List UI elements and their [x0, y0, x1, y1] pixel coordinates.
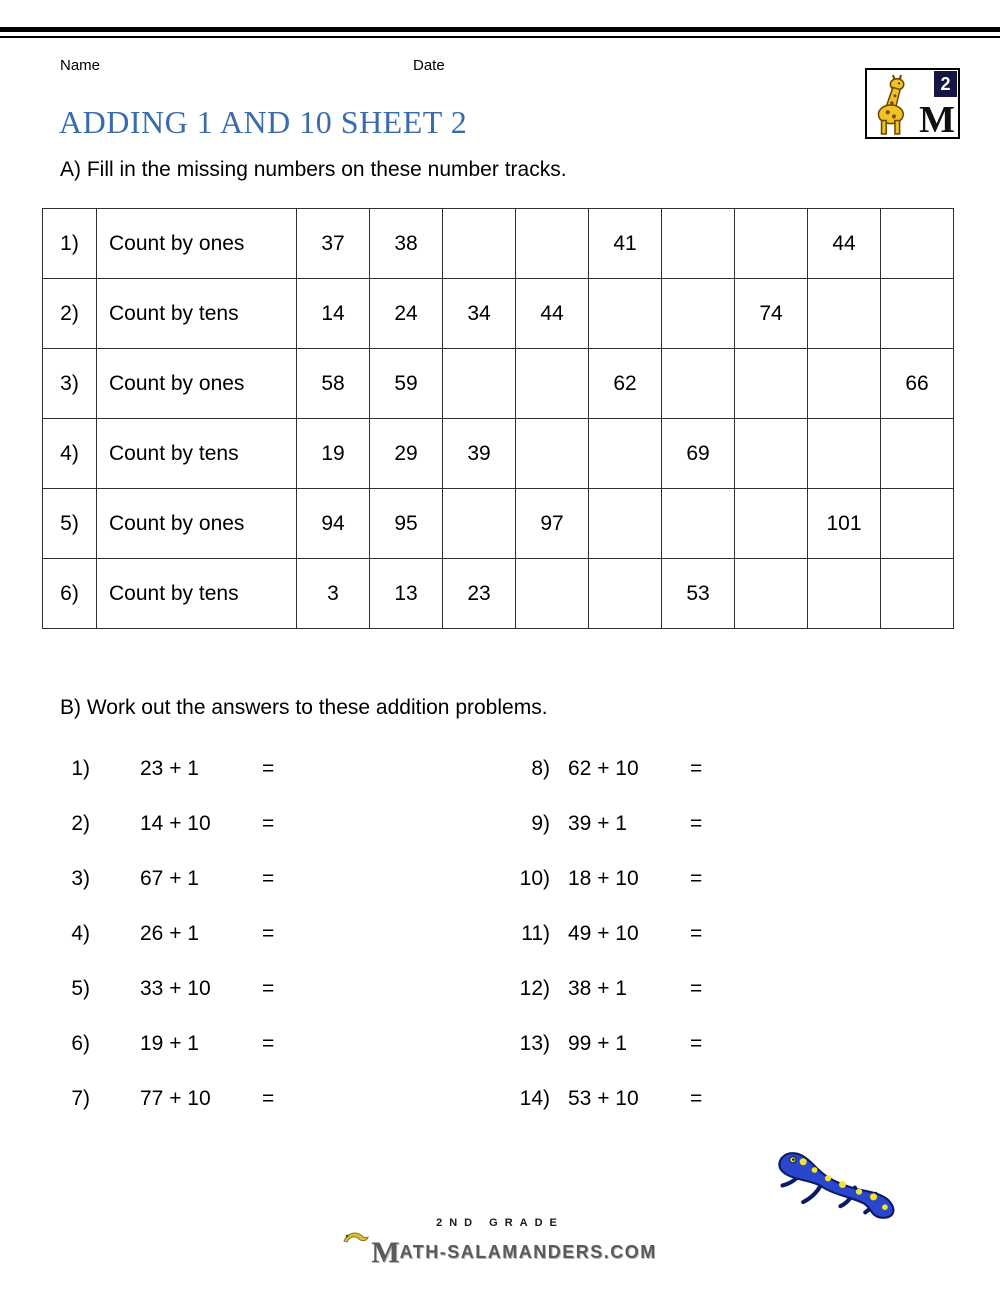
track-cell [808, 559, 881, 629]
problem-number: 9) [531, 811, 550, 835]
number-tracks-table [42, 208, 954, 629]
equals-sign: = [690, 921, 703, 945]
track-cell: 101 [808, 489, 881, 559]
addition-problem [60, 961, 510, 1016]
logo-letter-m: M [919, 99, 955, 141]
row-label: Count by tens [97, 559, 297, 629]
row-number: 6) [43, 559, 97, 629]
track-cell: 53 [662, 559, 735, 629]
track-cell: 39 [443, 419, 516, 489]
equals-sign: = [690, 1086, 703, 1110]
track-cell: 94 [297, 489, 370, 559]
track-cell: 3 [297, 559, 370, 629]
table-row [43, 419, 954, 489]
track-cell: 34 [443, 279, 516, 349]
problem-number: 10) [519, 866, 550, 890]
table-row [43, 349, 954, 419]
row-number: 2) [43, 279, 97, 349]
addition-problem [510, 796, 950, 851]
problem-expression: 18 + 10 [568, 866, 639, 890]
problem-expression: 53 + 10 [568, 1086, 639, 1110]
footer-site-text: ATH-SALAMANDERS.COM [399, 1242, 657, 1262]
track-cell [589, 279, 662, 349]
addition-problem [510, 1016, 950, 1071]
track-cell: 44 [808, 209, 881, 279]
problems-right-column [510, 741, 950, 1126]
problem-expression: 49 + 10 [568, 921, 639, 945]
track-cell [735, 419, 808, 489]
track-cell [662, 349, 735, 419]
track-cell [808, 349, 881, 419]
equals-sign: = [262, 1031, 275, 1055]
equals-sign: = [690, 866, 703, 890]
addition-problem [60, 1016, 510, 1071]
equals-sign: = [262, 921, 275, 945]
track-cell [662, 209, 735, 279]
top-border-thick-line [0, 27, 1000, 32]
track-cell [735, 349, 808, 419]
track-cell: 58 [297, 349, 370, 419]
date-label: Date [413, 57, 445, 74]
problem-number: 14) [519, 1086, 550, 1110]
row-label: Count by ones [97, 489, 297, 559]
top-border-thin-line [0, 36, 1000, 38]
equals-sign: = [262, 866, 275, 890]
problem-number: 3) [71, 866, 90, 890]
track-cell [881, 489, 954, 559]
track-cell [881, 209, 954, 279]
problem-number: 1) [71, 756, 90, 780]
table-row [43, 209, 954, 279]
track-cell [808, 279, 881, 349]
track-cell [662, 489, 735, 559]
row-number: 3) [43, 349, 97, 419]
problem-number: 6) [71, 1031, 90, 1055]
track-cell: 38 [370, 209, 443, 279]
problem-number: 12) [519, 976, 550, 1000]
problem-expression: 39 + 1 [568, 811, 627, 835]
addition-problem [510, 961, 950, 1016]
giraffe-mascot-icon [870, 72, 922, 141]
track-cell [443, 489, 516, 559]
addition-problem [60, 906, 510, 961]
track-cell [735, 209, 808, 279]
addition-problem [60, 741, 510, 796]
track-cell [589, 489, 662, 559]
grade-number-badge: 2 [934, 71, 957, 97]
table-row [43, 559, 954, 629]
footer-site-logo [0, 1230, 1000, 1269]
track-cell [443, 349, 516, 419]
equals-sign: = [690, 811, 703, 835]
addition-problem [510, 1071, 950, 1126]
problem-number: 13) [519, 1031, 550, 1055]
problem-expression: 38 + 1 [568, 976, 627, 1000]
addition-problem [510, 851, 950, 906]
problem-number: 2) [71, 811, 90, 835]
addition-problem [510, 906, 950, 961]
track-cell [516, 209, 589, 279]
footer-grade-text: 2ND GRADE [436, 1217, 564, 1229]
track-cell [735, 489, 808, 559]
top-border-rule [0, 27, 1000, 38]
track-cell [662, 279, 735, 349]
problem-expression: 19 + 1 [140, 1031, 199, 1055]
equals-sign: = [690, 976, 703, 1000]
table-row [43, 489, 954, 559]
row-number: 5) [43, 489, 97, 559]
page-title: ADDING 1 AND 10 SHEET 2 [59, 104, 468, 140]
problem-expression: 14 + 10 [140, 811, 211, 835]
section-b-instruction: B) Work out the answers to these addition problems. [60, 696, 548, 719]
track-cell: 41 [589, 209, 662, 279]
name-label: Name [60, 57, 101, 74]
row-number: 1) [43, 209, 97, 279]
track-cell: 29 [370, 419, 443, 489]
track-cell: 66 [881, 349, 954, 419]
equals-sign: = [262, 1086, 275, 1110]
track-cell: 95 [370, 489, 443, 559]
problem-expression: 26 + 1 [140, 921, 199, 945]
track-cell: 14 [297, 279, 370, 349]
track-cell: 23 [443, 559, 516, 629]
track-cell [443, 209, 516, 279]
equals-sign: = [262, 976, 275, 1000]
track-cell: 24 [370, 279, 443, 349]
row-number: 4) [43, 419, 97, 489]
track-cell: 69 [662, 419, 735, 489]
track-cell [881, 559, 954, 629]
track-cell: 44 [516, 279, 589, 349]
row-label: Count by tens [97, 279, 297, 349]
problem-number: 4) [71, 921, 90, 945]
row-label: Count by tens [97, 419, 297, 489]
track-cell: 97 [516, 489, 589, 559]
track-cell [516, 419, 589, 489]
table-row [43, 279, 954, 349]
math-salamanders-grade-logo [865, 68, 960, 139]
footer-logo-letter-m: M [371, 1236, 400, 1269]
problem-expression: 99 + 1 [568, 1031, 627, 1055]
track-cell [589, 419, 662, 489]
addition-problem [510, 741, 950, 796]
track-cell [808, 419, 881, 489]
section-a-instruction: A) Fill in the missing numbers on these number tracks. [60, 158, 567, 181]
equals-sign: = [690, 1031, 703, 1055]
track-cell: 62 [589, 349, 662, 419]
problem-number: 5) [71, 976, 90, 1000]
track-cell [516, 349, 589, 419]
equals-sign: = [262, 756, 275, 780]
problem-number: 11) [521, 921, 550, 945]
row-label: Count by ones [97, 349, 297, 419]
track-cell: 37 [297, 209, 370, 279]
row-label: Count by ones [97, 209, 297, 279]
problem-expression: 77 + 10 [140, 1086, 211, 1110]
track-cell: 59 [370, 349, 443, 419]
addition-problem [60, 796, 510, 851]
track-cell [516, 559, 589, 629]
problems-left-column [60, 741, 510, 1126]
track-cell [881, 279, 954, 349]
problem-expression: 23 + 1 [140, 756, 199, 780]
track-cell [735, 559, 808, 629]
addition-problem [60, 1071, 510, 1126]
track-cell [881, 419, 954, 489]
problem-expression: 33 + 10 [140, 976, 211, 1000]
track-cell [589, 559, 662, 629]
track-cell: 19 [297, 419, 370, 489]
mini-salamander-icon [343, 1230, 369, 1249]
track-cell: 13 [370, 559, 443, 629]
problem-expression: 67 + 1 [140, 866, 199, 890]
track-cell: 74 [735, 279, 808, 349]
addition-problems [60, 741, 950, 1126]
problem-number: 8) [531, 756, 550, 780]
equals-sign: = [262, 811, 275, 835]
problem-number: 7) [71, 1086, 90, 1110]
problem-expression: 62 + 10 [568, 756, 639, 780]
addition-problem [60, 851, 510, 906]
equals-sign: = [690, 756, 703, 780]
